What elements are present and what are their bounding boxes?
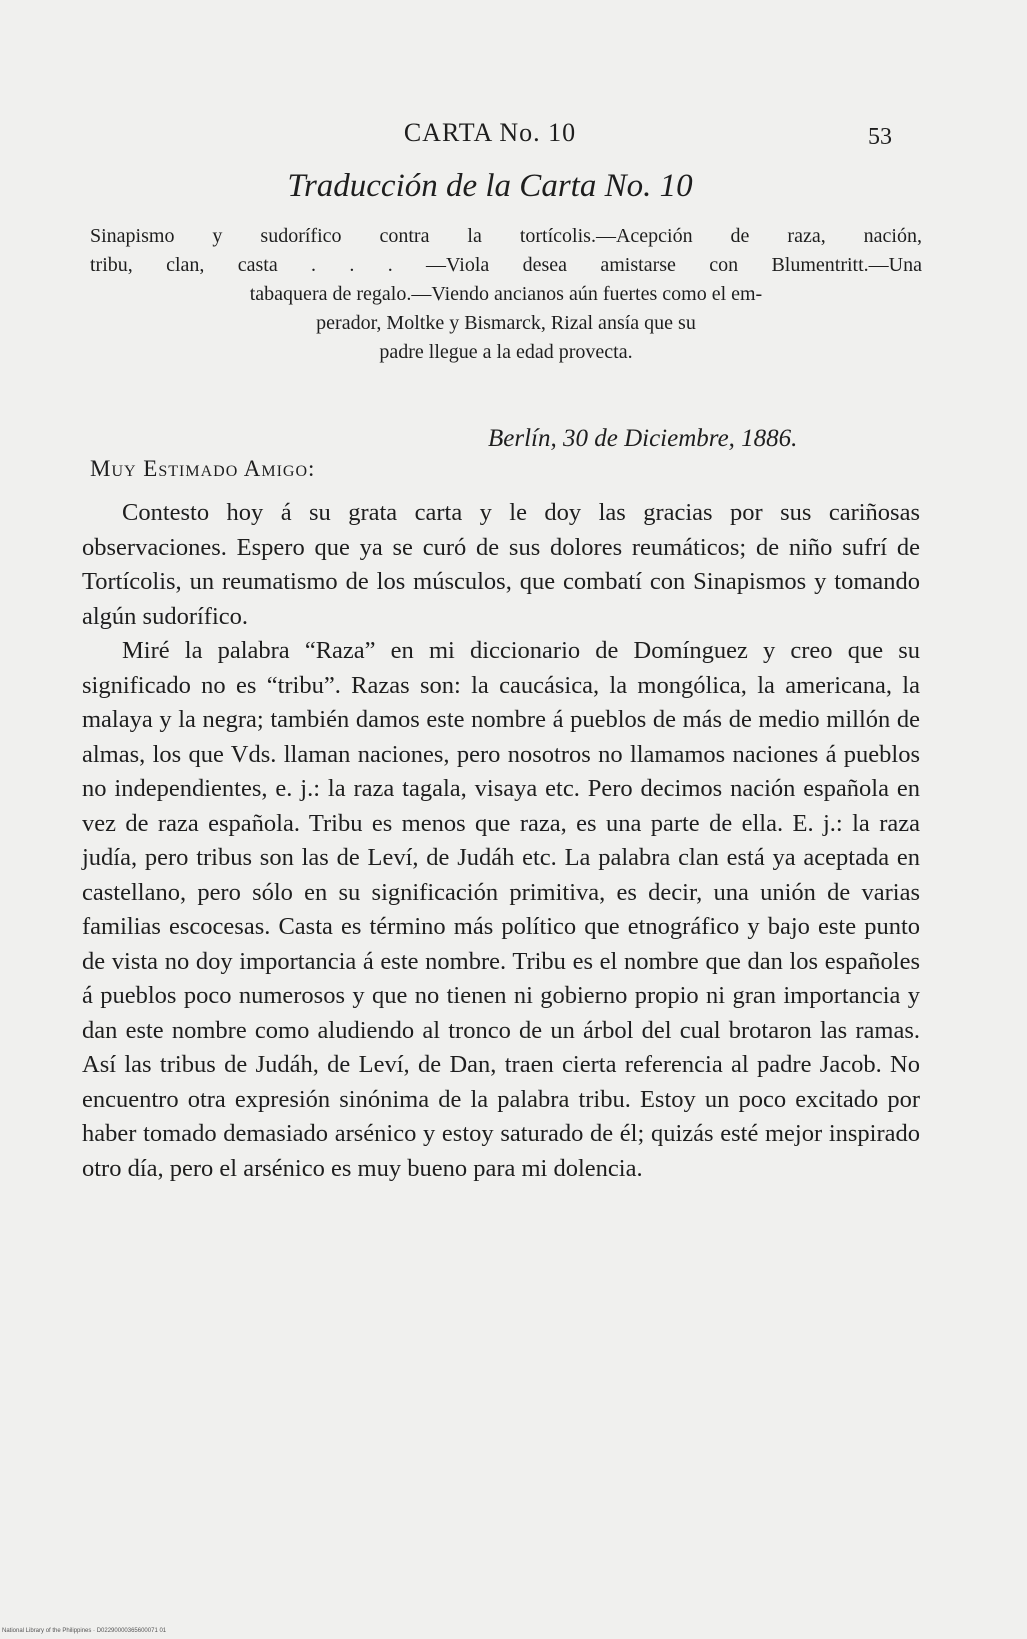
running-header-title: CARTA No. 10 [403, 118, 577, 147]
summary-line: Sinapismo y sudorífico contra la tortícolis.—Acepción de raza, nación, [90, 225, 922, 247]
place-and-date: Berlín, 30 de Diciembre, 1886. [488, 425, 798, 452]
letter-summary [90, 222, 922, 367]
body-paragraph: Miré la palabra “Raza” en mi diccionario de Domínguez y creo que su significado no es “tribu”. Razas son: la caucásica, la mongólica, la americana, la malaya y la negra; también damos este nombre á pueblos de más de medio millón de almas, los que Vds. llaman naciones, pero nosotros no llamamos naciones á pueblos no independientes, e. j.: la raza tagala, visaya etc. Pero decimos nación española en vez de raza española. Tribu es menos que raza, es una parte de ella. E. j.: la raza judía, pero tribus son las de Leví, de Judáh etc. La palabra clan está ya aceptada en castellano, pero sólo en su significación primitiva, es decir, una unión de varias familias escocesas. Casta es término más político que etnográfico y bajo este punto de vista no doy importancia á este nombre. Tribu es el nombre que dan los españoles á pueblos poco numerosos y que no tienen ni gobierno propio ni gran importancia y dan este nombre como aludiendo al tronco de un árbol del cual brotaron las ramas. Así las tribus de Judáh, de Leví, de Dan, traen cierta referencia al padre Jacob. No encuentro otra expresión sinónima de la palabra tribu. Estoy un poco excitado por haber tomado demasiado arsénico y estoy saturado de él; quizás esté mejor inspirado otro día, pero el arsénico es muy bueno para mi dolencia. [82, 637, 920, 1182]
page-number: 53 [868, 124, 892, 150]
letter-title: Traducción de la Carta No. 10 [287, 168, 693, 204]
scan-credit: National Library of the Philippines · D02290000365600071 01 [2, 1628, 167, 1634]
letter-body [82, 496, 920, 1186]
summary-line: tribu, clan, casta . . . —Viola desea amistarse con Blumentritt.—Una [90, 254, 922, 276]
summary-line: tabaquera de regalo.—Viendo ancianos aún fuertes como el em- [249, 283, 763, 305]
summary-line: perador, Moltke y Bismarck, Rizal ansía que su [316, 312, 696, 334]
summary-line: padre llegue a la edad provecta. [379, 341, 633, 363]
body-paragraph: Contesto hoy á su grata carta y le doy las gracias por sus cariñosas observaciones. Espero que ya se curó de sus dolores reumáticos; de niño sufrí de Tortícolis, un reumatismo de los músculos, que combatí con Sinapismos y tomando algún sudorífico. [82, 499, 920, 630]
salutation: Muy Estimado Amigo: [90, 456, 316, 481]
